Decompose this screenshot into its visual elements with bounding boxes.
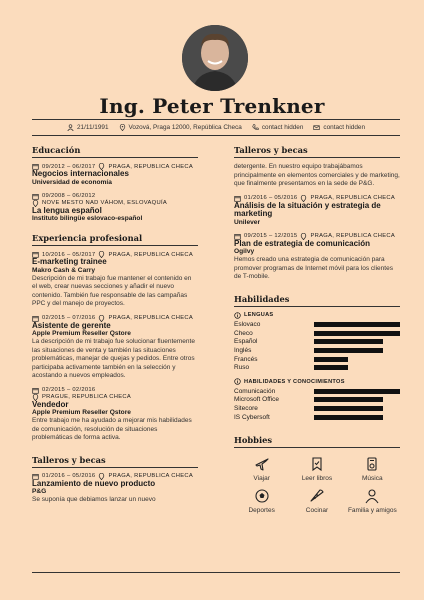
hobby-label: Música	[362, 475, 383, 483]
skill-label: Francés	[234, 355, 258, 363]
workshop-dates: 01/2016 – 05/2016	[244, 195, 298, 201]
skill-row	[234, 396, 400, 405]
experience-role: Vendedor	[32, 399, 69, 409]
workshops-title: Talleros y becas	[234, 145, 400, 158]
skill-label: Sitecore	[234, 405, 258, 413]
skill-level-fill	[314, 322, 400, 327]
languages-list	[234, 321, 400, 373]
education-dates: 09/2012 – 06/2017	[42, 163, 96, 170]
person-name: Ing. Peter Trenkner	[99, 94, 325, 118]
skill-level-fill	[314, 365, 348, 370]
knowledge-subtitle	[234, 378, 400, 385]
email: contact hidden	[323, 124, 365, 131]
bottom-divider	[32, 572, 400, 573]
address-item	[119, 124, 242, 131]
hobby-item	[345, 456, 400, 482]
person-icon	[364, 488, 380, 504]
skill-level-bar	[314, 406, 400, 411]
education-item	[32, 193, 198, 224]
hobby-label: Viajar	[253, 475, 270, 483]
experience-company: Makro Cash & Carry	[32, 266, 96, 274]
education-school: Universidad de economía	[32, 178, 112, 186]
workshop-org: Ogilvy	[234, 248, 255, 255]
experience-company: Apple Premium Reseller Qstore	[32, 409, 131, 416]
education-degree: Negocios internacionales	[32, 169, 129, 178]
workshop-description: Se suponía que debiamos lanzar un nuevo	[32, 496, 156, 503]
experience-place: PRAGA, REPUBLICA CHECA	[108, 251, 194, 258]
experience-dates: 02/2015 – 02/2016	[42, 387, 96, 393]
education-item	[32, 163, 198, 187]
hobby-label: Deportes	[248, 507, 275, 515]
skill-level-bar	[314, 365, 400, 370]
education-school: Instituto bilingüe eslovaco-español	[32, 215, 143, 222]
left-column	[32, 145, 198, 511]
pizza-icon	[309, 488, 325, 504]
address: Vozová, Praga 12000, República Checa	[128, 124, 242, 131]
workshop-item	[32, 473, 198, 505]
skill-label: Ruso	[234, 364, 250, 372]
workshop-item	[234, 195, 400, 227]
contact-bar	[32, 119, 400, 136]
skill-level-fill	[314, 348, 383, 353]
workshop-dates: 01/2016 – 05/2016	[42, 473, 96, 479]
experience-dates: 02/2015 – 07/2016	[42, 315, 96, 321]
birthdate: 21/11/1991	[76, 124, 109, 131]
workshop-dates: 09/2015 – 12/2015	[244, 233, 298, 239]
skill-level-fill	[314, 389, 400, 394]
workshop-name: Análisis de la situación y estrategia de marketing	[234, 200, 381, 218]
ball-icon	[254, 488, 270, 504]
experience-item	[32, 315, 198, 381]
skill-level-bar	[314, 389, 400, 394]
phone-item	[252, 124, 304, 131]
hobby-item	[234, 488, 289, 514]
experience-description: Descripción de mi trabajo fue mantener el contenido en el web, crear nuevas secciones y añadir el nuevo contenido. También fue responsable de las campañas PPC y del manejo de proyectos.	[32, 274, 192, 307]
location-icon	[119, 124, 126, 131]
skill-level-bar	[314, 322, 400, 327]
education-place: PRAGA, REPUBLICA CHECA	[108, 163, 194, 170]
skill-row	[234, 413, 400, 422]
languages-subtitle	[234, 312, 400, 319]
skill-level-fill	[314, 406, 383, 411]
skill-level-fill	[314, 339, 383, 344]
hobby-item	[345, 488, 400, 514]
email-item	[313, 124, 365, 131]
experience-dates: 10/2016 – 05/2017	[42, 251, 96, 258]
workshop-place: PRAGA, REPUBLICA CHECA	[108, 473, 194, 479]
education-place: NOVE MESTO NAD VÁHOM, ESLOVAQUÍA	[42, 200, 168, 206]
knowledge-list	[234, 387, 400, 421]
skill-level-bar	[314, 397, 400, 402]
hobby-item	[289, 456, 344, 482]
skill-label: Checo	[234, 329, 253, 337]
skill-level-fill	[314, 357, 348, 362]
experience-item	[32, 387, 198, 443]
skill-row	[234, 321, 400, 330]
skill-level-bar	[314, 331, 400, 336]
experience-title: Experiencia profesional	[32, 233, 198, 246]
experience-description: La descripción de mi trabajo fue solucionar fluentemente las situaciones de venta y también las situaciones problemáticas, manejar de quejas y pedidos. Entre otros participaba activamente también en la selección y acostando a nuevos empleados.	[32, 338, 195, 379]
hobby-label: Familia y amigos	[347, 507, 397, 515]
skill-label: Español	[234, 338, 258, 346]
hobbies-title: Hobbies	[234, 435, 400, 448]
workshop-org: Unilever	[234, 218, 261, 226]
skill-level-bar	[314, 339, 400, 344]
calendar-icon	[32, 387, 39, 394]
skill-label: IS Cybersoft	[234, 413, 270, 421]
info-icon	[234, 378, 241, 385]
phone-icon	[252, 124, 259, 131]
workshop-place: PRAGA, REPUBLICA CHECA	[310, 233, 396, 239]
skill-row	[234, 404, 400, 413]
experience-role: E-marketing trainee	[32, 257, 107, 266]
experience-role: Asistente de gerente	[32, 320, 111, 330]
skill-row	[234, 355, 400, 364]
skill-row	[234, 329, 400, 338]
calendar-icon	[32, 193, 39, 200]
workshop-name: Plan de estrategia de comunicación	[234, 238, 371, 248]
experience-company: Apple Premium Reseller Qstore	[32, 330, 131, 337]
knowledge-title: HABILIDADES Y CONOCIMIENTOS	[244, 378, 345, 385]
skill-level-bar	[314, 415, 400, 420]
education-dates: 09/2008 – 06/2012	[42, 193, 96, 199]
skill-label: Comunicación	[234, 387, 276, 395]
info-icon	[234, 312, 241, 319]
workshops-title: Talleros y becas	[32, 455, 198, 468]
skill-label: Inglés	[234, 347, 252, 355]
hobby-label: Leer libros	[301, 475, 333, 483]
languages-title: LENGUAS	[244, 312, 274, 318]
workshop-name: Lanzamiento de nuevo producto	[32, 478, 156, 488]
phone: contact hidden	[261, 124, 304, 131]
birthdate-item	[67, 124, 109, 131]
hobby-item	[234, 456, 289, 482]
experience-place: PRAGUE, REPUBLICA CHECA	[42, 394, 132, 400]
hobby-label: Cocinar	[305, 507, 329, 515]
workshop-item	[234, 233, 400, 282]
hobby-item	[289, 488, 344, 514]
skill-label: Microsoft Office	[234, 396, 280, 404]
workshop-continued-description: detergente. En nuestro equipo trabajábamos principalmente en elementos comerciales y de marketing, que finalmente presentamos en la sede de P&G.	[234, 163, 400, 187]
education-title: Educación	[32, 145, 198, 158]
experience-place: PRAGA, REPUBLICA CHECA	[108, 315, 194, 321]
skill-row	[234, 338, 400, 347]
bookmark-icon	[309, 456, 325, 472]
skill-row	[234, 387, 400, 396]
education-degree: La lengua español	[32, 205, 102, 215]
workshop-description: Hemos creado una estrategia de comunicación para promover programas de Internet móvil para los clientes de T-mobile.	[234, 256, 393, 280]
skill-level-fill	[314, 397, 383, 402]
skill-level-fill	[314, 415, 383, 420]
experience-item	[32, 251, 198, 309]
experience-description: Entre trabajo me ha ayudado a mejorar mis habilidades de comunicación, resolución de situaciones problemáticas de forma activa.	[32, 417, 192, 441]
profile-photo	[182, 25, 248, 91]
music-player-icon	[364, 456, 380, 472]
hobbies-grid	[234, 456, 400, 514]
skills-title: Habilidades	[234, 294, 400, 307]
person-icon	[67, 124, 74, 131]
airplane-icon	[254, 456, 270, 472]
workshop-place: PRAGA, REPUBLICA CHECA	[310, 195, 396, 201]
skill-row	[234, 346, 400, 355]
workshop-org: P&G	[32, 488, 47, 495]
skill-level-fill	[314, 331, 400, 336]
skill-label: Eslovaco	[234, 321, 261, 329]
skill-row	[234, 363, 400, 372]
envelope-icon	[313, 124, 320, 131]
skill-level-bar	[314, 348, 400, 353]
skill-level-bar	[314, 357, 400, 362]
right-column	[234, 145, 400, 514]
